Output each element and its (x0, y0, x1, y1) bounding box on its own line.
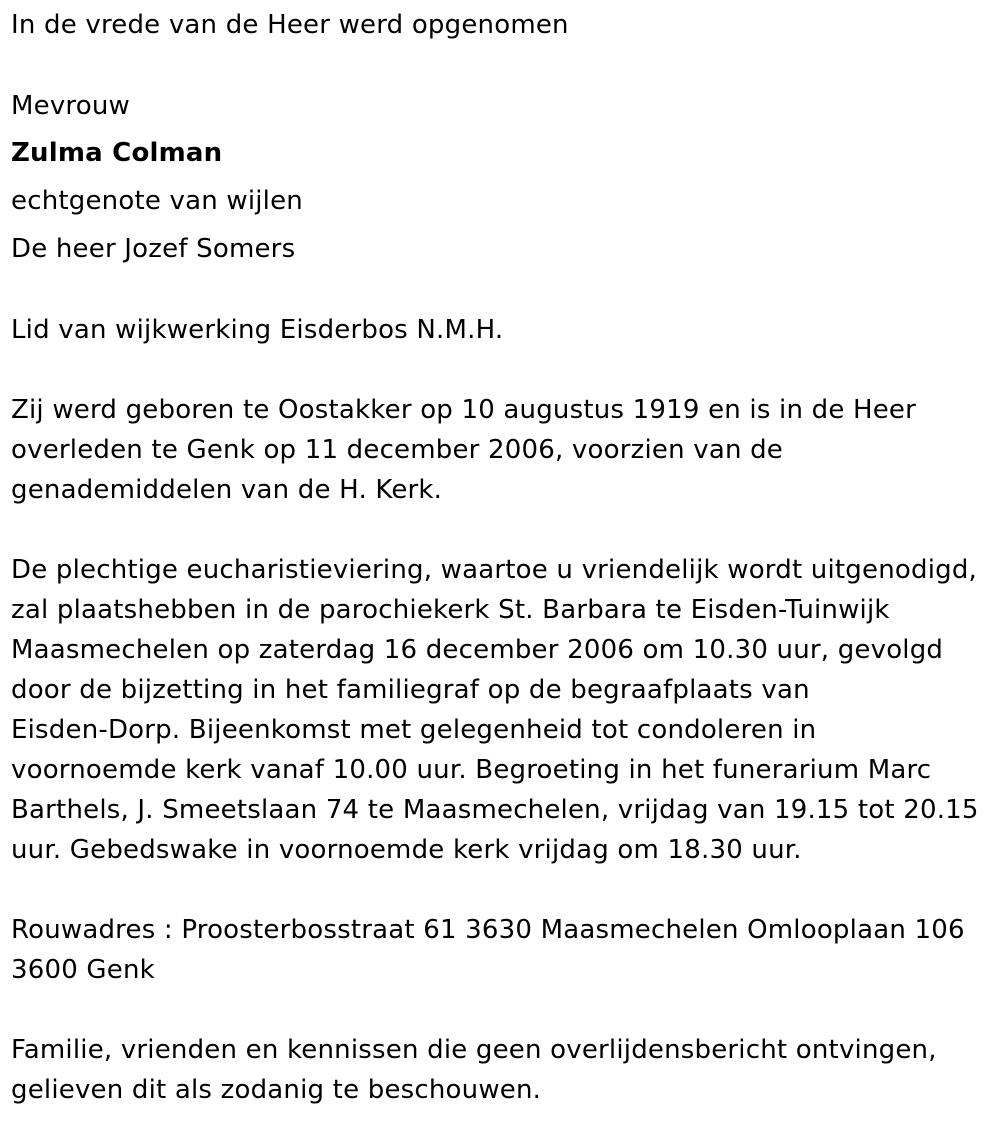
ceremony-line: uur. Gebedswake in voornoemde kerk vrijdag om 18.30 uur. (11, 835, 802, 865)
ceremony-line: De plechtige eucharistieviering, waartoe u vriendelijk wordt uitgenodigd, (11, 555, 977, 585)
spouse-relation: echtgenote van wijlen (11, 186, 303, 216)
mourning-address-line: Rouwadres : Proosterbosstraat 61 3630 Maasmechelen Omlooplaan 106 (11, 915, 965, 945)
ceremony-line: zal plaatshebben in de parochiekerk St. Barbara te Eisden-Tuinwijk (11, 595, 890, 625)
mourning-address-line: 3600 Genk (11, 955, 155, 985)
membership-line: Lid van wijkwerking Eisderbos N.M.H. (11, 315, 504, 345)
ceremony-line: Eisden-Dorp. Bijeenkomst met gelegenheid tot condoleren in (11, 715, 817, 745)
birth-death-line: genademiddelen van de H. Kerk. (11, 475, 443, 505)
ceremony-line: Barthels, J. Smeetslaan 74 te Maasmechelen, vrijdag van 19.15 tot 20.15 (11, 795, 979, 825)
ceremony-line: voornoemde kerk vanaf 10.00 uur. Begroeting in het funerarium Marc (11, 755, 932, 785)
closing-line: gelieven dit als zodanig te beschouwen. (11, 1075, 542, 1105)
spouse-name: De heer Jozef Somers (11, 234, 296, 264)
intro-line: In de vrede van de Heer werd opgenomen (11, 10, 569, 40)
salutation: Mevrouw (11, 91, 130, 121)
birth-death-line: Zij werd geboren te Oostakker op 10 augustus 1919 en is in de Heer (11, 395, 917, 425)
ceremony-line: Maasmechelen op zaterdag 16 december 2006 om 10.30 uur, gevolgd (11, 635, 944, 665)
deceased-name: Zulma Colman (11, 138, 223, 168)
ceremony-line: door de bijzetting in het familiegraf op de begraafplaats van (11, 675, 810, 705)
closing-line: Familie, vrienden en kennissen die geen overlijdensbericht ontvingen, (11, 1035, 937, 1065)
birth-death-line: overleden te Genk op 11 december 2006, voorzien van de (11, 435, 783, 465)
